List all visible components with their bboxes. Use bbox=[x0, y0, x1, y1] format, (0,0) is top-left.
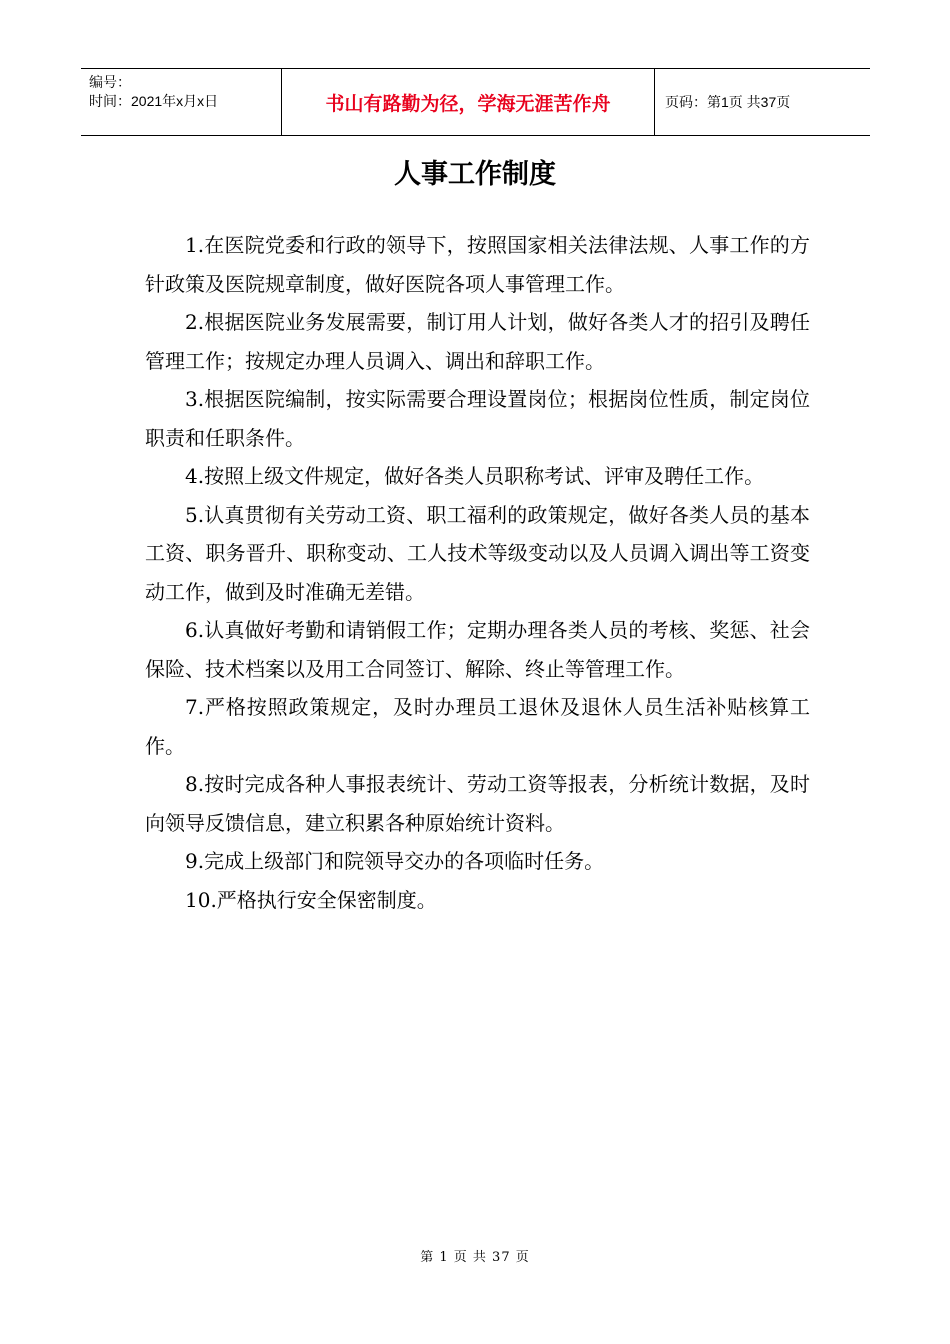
header-meta-cell bbox=[81, 69, 282, 135]
paragraph: 4.按照上级文件规定，做好各类人员职称考试、评审及聘任工作。 bbox=[185, 464, 765, 488]
paragraph: 2.根据医院业务发展需要，制订用人计划，做好各类人才的招引及聘任管理工作；按规定办理人员调入、调出和辞职工作。 bbox=[145, 310, 810, 373]
header-table bbox=[81, 68, 870, 136]
paragraph: 10.严格执行安全保密制度。 bbox=[185, 887, 437, 912]
paragraph: 5.认真贯彻有关劳动工资、职工福利的政策规定，做好各类人员的基本工资、职务晋升、职称变动、工人技术等级变动以及人员调入调出等工资变动工作，做到及时准确无差错。 bbox=[145, 502, 810, 604]
header-page-info: 页码：第1页 共37页 bbox=[665, 94, 791, 110]
paragraph: 7.严格按照政策规定，及时办理员工退休及退休人员生活补贴核算工作。 bbox=[145, 695, 810, 758]
paragraph: 8.按时完成各种人事报表统计、劳动工资等报表，分析统计数据，及时向领导反馈信息，建立积累各种原始统计资料。 bbox=[145, 772, 810, 835]
paragraph: 3.根据医院编制，按实际需要合理设置岗位；根据岗位性质，制定岗位职责和任职条件。 bbox=[145, 387, 810, 450]
document-title: 人事工作制度 bbox=[394, 159, 556, 190]
page-footer: 第 1 页 共 37 页 bbox=[420, 1250, 530, 1265]
document-time-label: 时间：2021年x月x日 bbox=[89, 93, 219, 109]
paragraph: 9.完成上级部门和院领导交办的各项临时任务。 bbox=[185, 849, 605, 873]
header-motto: 书山有路勤为径，学海无涯苦作舟 bbox=[282, 69, 655, 135]
paragraph: 6.认真做好考勤和请销假工作；定期办理各类人员的考核、奖惩、社会保险、技术档案以及用工合同签订、解除、终止等管理工作。 bbox=[145, 618, 810, 681]
paragraph: 1.在医院党委和行政的领导下，按照国家相关法律法规、人事工作的方针政策及医院规章制度，做好医院各项人事管理工作。 bbox=[145, 233, 810, 296]
document-number-label: 编号： bbox=[89, 74, 131, 90]
document-body bbox=[145, 226, 810, 919]
